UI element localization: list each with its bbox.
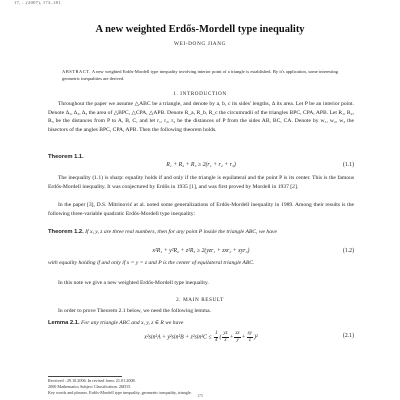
footnote-keywords: Key words and phrases. Erdős-Mordell type inequality, geometric inequality, triangle. bbox=[48, 390, 192, 396]
equation-left-side: x²sin²A + y²sin²B + z²sin²C ≤ bbox=[144, 334, 213, 341]
running-header: 17, ...(2007), 173–181 bbox=[14, 0, 61, 5]
fraction-term-1: $\frac{yz}{x}$ bbox=[223, 331, 228, 343]
theorem-1-2-equality bbox=[48, 259, 354, 268]
intro-paragraph-4: In this note we give a new weighted Erdős-Mordell type inequality. bbox=[58, 280, 209, 286]
footnote-received: Received : 29.10.2006. In revised form: 21.01.2008. bbox=[48, 378, 136, 383]
equation-number: (1.1) bbox=[342, 162, 354, 168]
fraction-coefficient: $\frac{1}{4}$ bbox=[214, 331, 218, 343]
abstract-label: ABSTRACT. bbox=[62, 69, 91, 74]
theorem-1-2 bbox=[48, 228, 354, 237]
equation-number: (1.2) bbox=[342, 248, 354, 254]
intro-paragraph-3: In the paper [3], D.S. Mitrinović at al. noted some generalizations of Erdős-Mordell inequality in 1989. Among their results is the following three-variable quadratic Erdős-Mordell type inequality: bbox=[48, 202, 354, 217]
main-paragraph-1: In order to prove Theorem 2.1 below, we need the following lemma. bbox=[58, 308, 212, 314]
equation-body: x²sin²A + y²sin²B + z²sin²C ≤ $\frac{1}{4}$ ( $\frac{yz}{x}$ + $\frac{zx}{y}$ + $\frac{xy}{z}$ )² bbox=[144, 331, 258, 343]
theorem-statement: If x, y, z are three real numbers, then for any point P inside the triangle ABC, we have bbox=[85, 229, 277, 235]
section-heading-introduction: 1. INTRODUCTION bbox=[173, 91, 227, 97]
footnote-msc: 2000 Mathematics Subject Classification. 26D15. bbox=[48, 384, 132, 390]
abstract bbox=[62, 68, 338, 82]
equation-1-1 bbox=[48, 162, 354, 172]
theorem-label: Theorem 1.1. bbox=[48, 154, 84, 160]
theorem-label: Theorem 1.2. bbox=[48, 229, 84, 235]
page-number: 173 bbox=[197, 394, 203, 398]
footnote-rule bbox=[48, 376, 122, 377]
lemma-2-1 bbox=[48, 319, 354, 328]
section-heading-main-result: 2. MAIN RESULT bbox=[176, 297, 224, 303]
lemma-statement: For any triangle ABC and x, y, z ∈ R we have bbox=[80, 320, 184, 326]
author-name: WEI-DONG JIANG bbox=[173, 41, 227, 47]
theorem-1-1-label bbox=[48, 153, 354, 162]
paper-title: A new weighted Erdős-Mordell type inequality bbox=[95, 24, 305, 35]
theorem-equality-text: with equality holding if and only if x = y = z and P is the center of equilateral triangle ABC. bbox=[48, 260, 255, 266]
abstract-text: A new weighted Erdős-Mordell type inequality involving interior point of a triangle is established. By it's application, some interesting geometric inequalities are derived. bbox=[62, 69, 339, 81]
fraction-term-3: $\frac{xy}{z}$ bbox=[247, 331, 253, 343]
intro-paragraph-1: Throughout the paper we assume △ABC be a triangle, and denote by a, b, c its sides' lengths, Δ its area. Let P be an interior point. Denote Δ₁, Δ₂, Δ₃ the area of △BPC, △CPA, △APB. Denote R_a, R_b, R_c the circumradii of the triangles BPC, CPA, APB. Let R₁, R₂, R₃ be the distances from P to A, B, C, and let r₁, r₂, r₃ be the distances of P from the sides AB, BC, CA. Denote by w₁, w₂, w₃ the bisectors of the angles BPC, CPA, APB. Then the following theorem holds. bbox=[48, 101, 354, 134]
fraction-term-2: $\frac{zx}{y}$ bbox=[235, 331, 240, 343]
equation-number: (2.1) bbox=[342, 333, 354, 339]
equation-body: R₁ + R₂ + R₃ ≥ 2(r₁ + r₂ + r₃) bbox=[166, 162, 236, 168]
intro-paragraph-2: The inequality (1.1) is sharp: equality holds if and only if the triangle is equilateral and the point P is its center. This is the famous Erdős-Mordell inequality. It was conjectured by Erdős in 1935 [1], and was first proved by Mordell in 1937 [2]. bbox=[48, 175, 354, 190]
equation-2-1 bbox=[48, 328, 354, 346]
lemma-label: Lemma 2.1. bbox=[48, 320, 80, 326]
equation-body: x²R₁ + y²R₂ + z²R₃ ≥ 2(yzr₁ + zxr₂ + xyr₃) bbox=[152, 248, 250, 254]
equation-1-2 bbox=[48, 248, 354, 258]
